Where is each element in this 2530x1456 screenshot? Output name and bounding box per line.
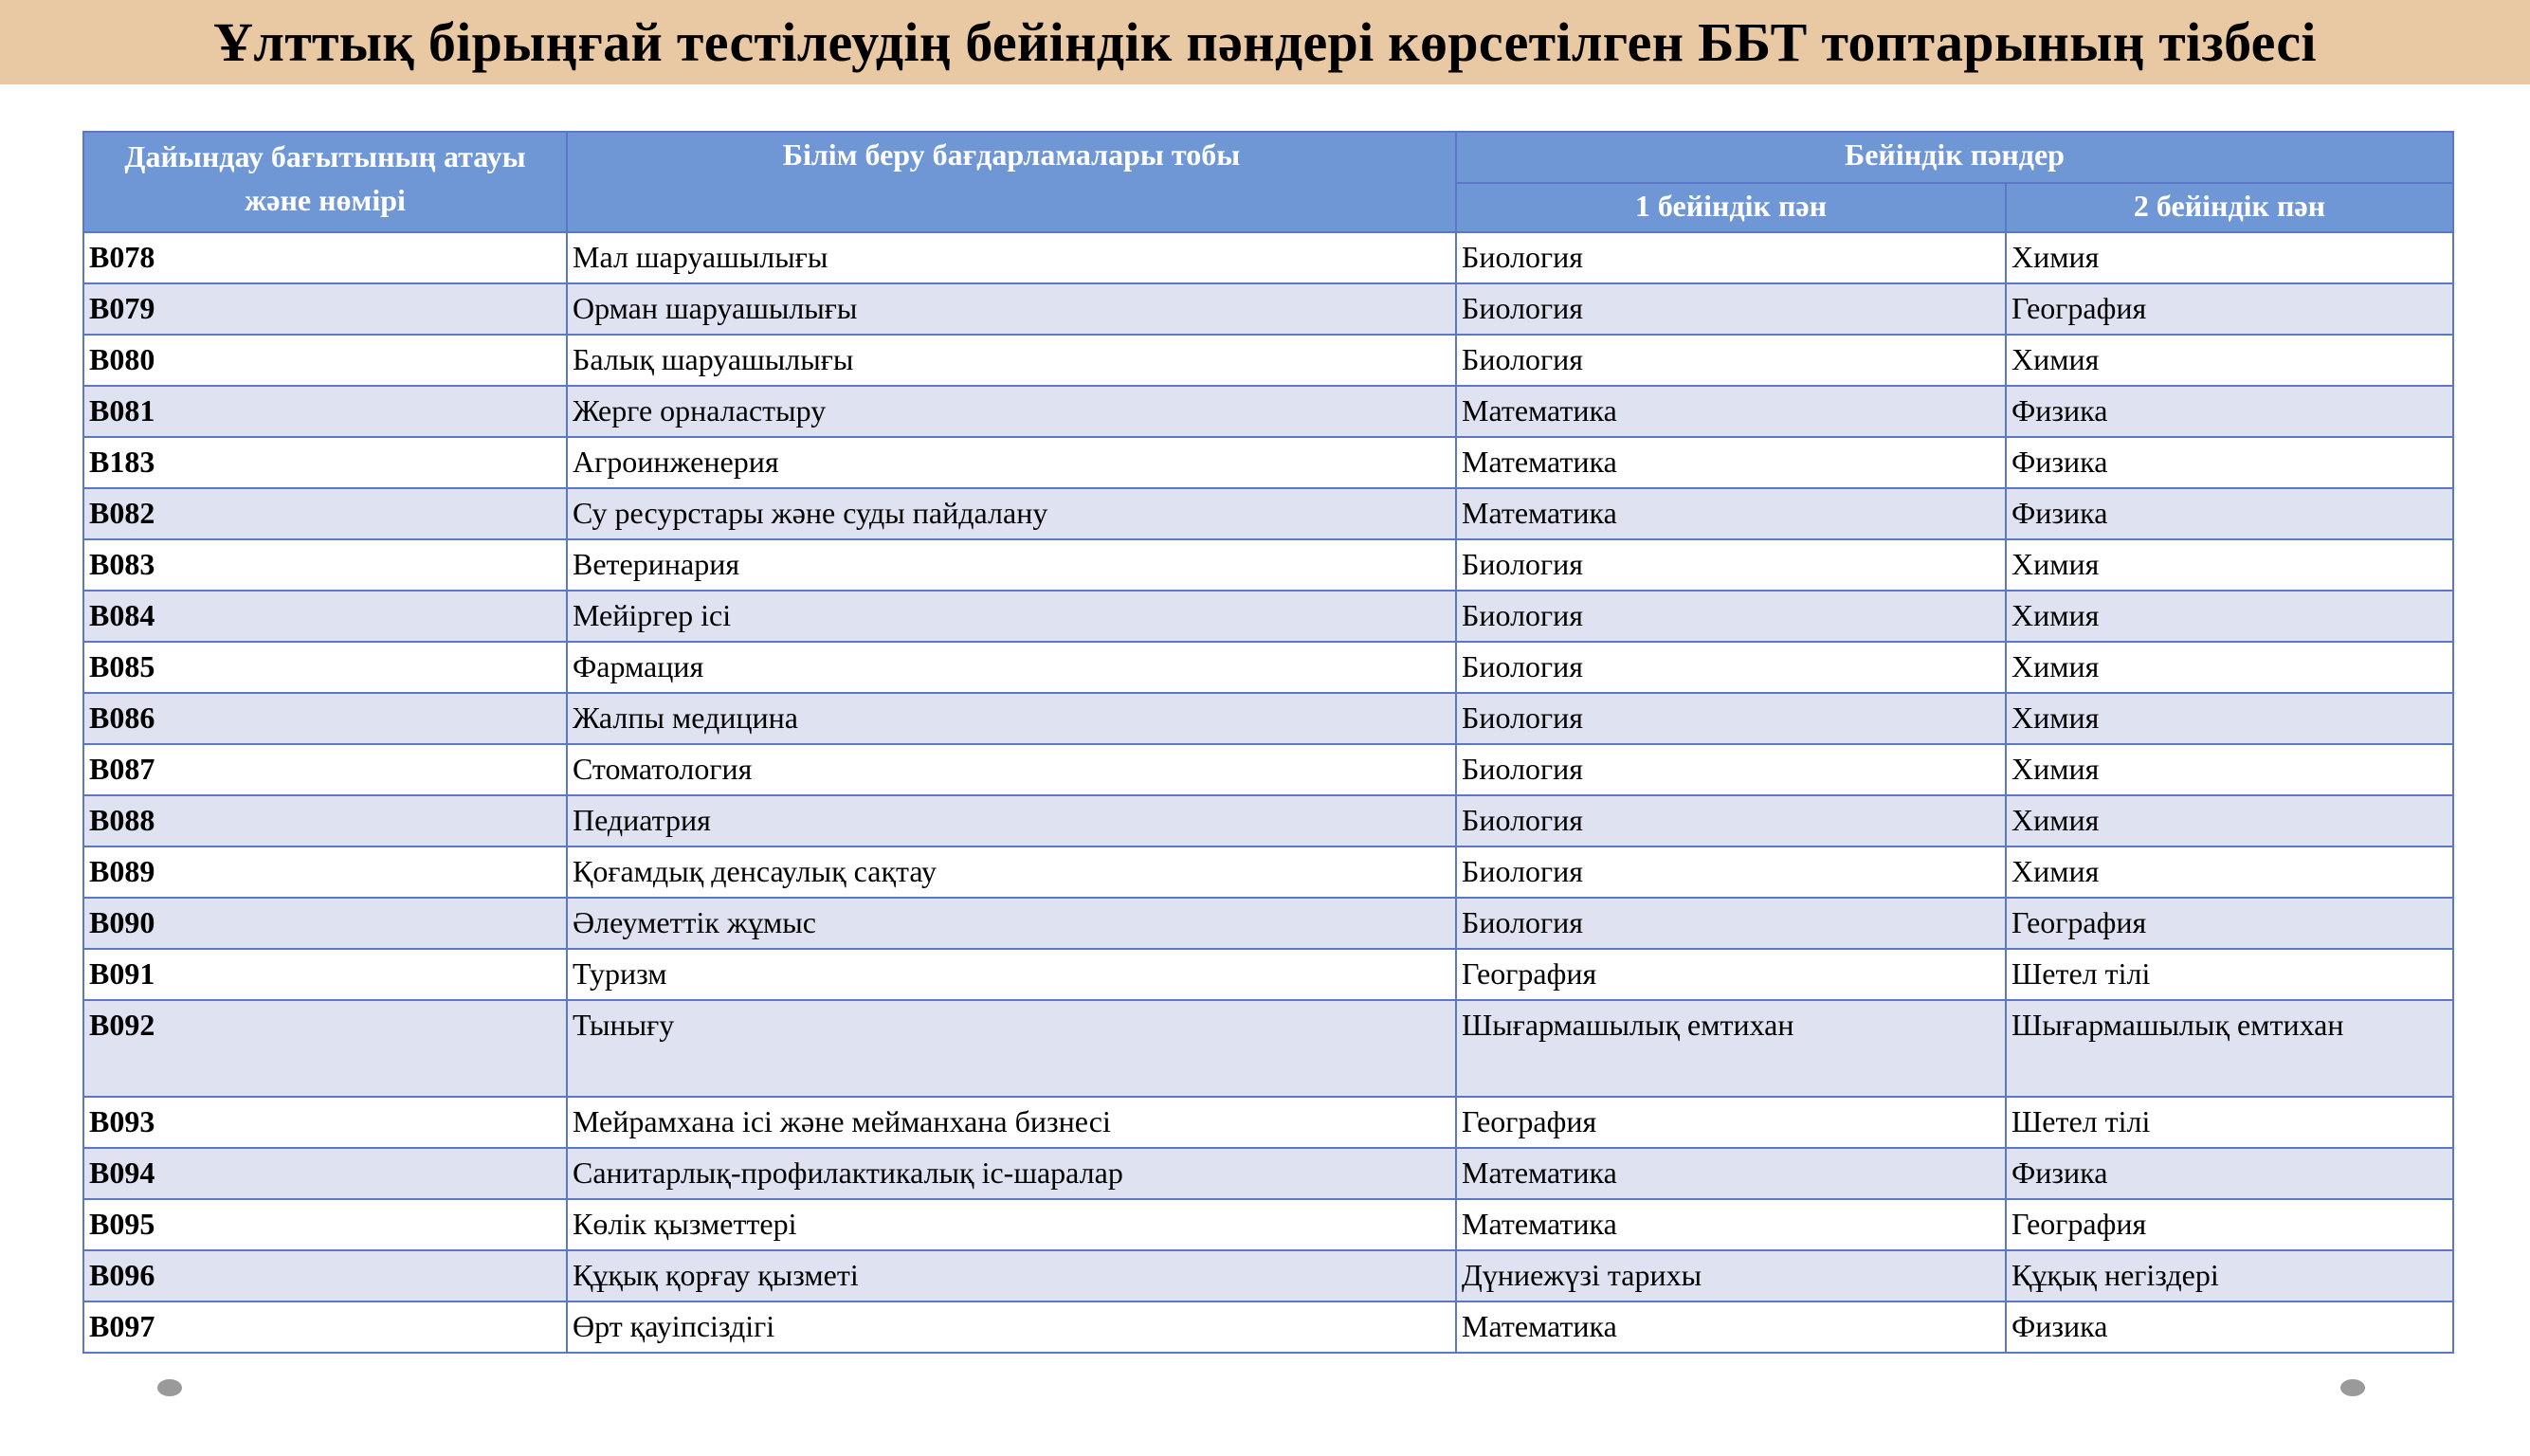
cell-program: Мал шаруашылығы (567, 232, 1456, 283)
cell-subject-2: Химия (2006, 795, 2453, 846)
table-row (83, 1000, 2453, 1097)
table-row (83, 283, 2453, 335)
table-row (83, 591, 2453, 642)
left-dot (157, 1379, 182, 1396)
cell-subject-2: География (2006, 898, 2453, 949)
cell-subject-2: Құқық негіздері (2006, 1250, 2453, 1301)
cell-code: B082 (83, 488, 567, 539)
cell-subject-1: Математика (1456, 386, 2006, 437)
cell-subject-2: Химия (2006, 744, 2453, 795)
cell-subject-2: Физика (2006, 488, 2453, 539)
cell-program: Орман шаруашылығы (567, 283, 1456, 335)
cell-program: Санитарлық-профилактикалық іс-шаралар (567, 1148, 1456, 1199)
table-row (83, 795, 2453, 846)
cell-program: Су ресурстары және суды пайдалану (567, 488, 1456, 539)
title-bar (0, 0, 2530, 84)
cell-subject-2: Физика (2006, 1148, 2453, 1199)
cell-code: B094 (83, 1148, 567, 1199)
cell-subject-1: Биология (1456, 283, 2006, 335)
cell-program: Балық шаруашылығы (567, 335, 1456, 386)
cell-program: Педиатрия (567, 795, 1456, 846)
header-profile-subjects: Бейіндік пәндер (1456, 132, 2453, 183)
cell-subject-2: Химия (2006, 591, 2453, 642)
cell-code: B092 (83, 1000, 567, 1097)
table-row (83, 898, 2453, 949)
cell-code: B079 (83, 283, 567, 335)
cell-code: B091 (83, 949, 567, 1000)
cell-subject-1: Математика (1456, 1148, 2006, 1199)
cell-program: Агроинженерия (567, 437, 1456, 488)
cell-subject-1: Биология (1456, 642, 2006, 693)
table-body (83, 232, 2453, 1353)
cell-program: Ветеринария (567, 539, 1456, 591)
header-subject-1: 1 бейіндік пән (1456, 183, 2006, 232)
cell-code: B080 (83, 335, 567, 386)
cell-subject-1: Биология (1456, 539, 2006, 591)
cell-subject-2: География (2006, 1199, 2453, 1250)
cell-subject-1: Математика (1456, 1301, 2006, 1353)
cell-subject-1: Дүниежүзі тарихы (1456, 1250, 2006, 1301)
cell-code: B088 (83, 795, 567, 846)
header-direction: Дайындау бағытының атауы және нөмірі (83, 132, 567, 232)
table-row (83, 642, 2453, 693)
cell-program: Мейрамхана ісі және мейманхана бизнесі (567, 1097, 1456, 1148)
cell-subject-2: Химия (2006, 693, 2453, 744)
cell-subject-2: Физика (2006, 1301, 2453, 1353)
cell-subject-1: Биология (1456, 744, 2006, 795)
cell-code: B083 (83, 539, 567, 591)
table-row (83, 539, 2453, 591)
table-row (83, 1301, 2453, 1353)
subjects-table (82, 131, 2454, 1354)
cell-subject-2: Шетел тілі (2006, 949, 2453, 1000)
cell-code: B095 (83, 1199, 567, 1250)
cell-subject-1: Шығармашылық емтихан (1456, 1000, 2006, 1097)
cell-program: Құқық қорғау қызметі (567, 1250, 1456, 1301)
cell-code: B081 (83, 386, 567, 437)
cell-subject-2: Химия (2006, 335, 2453, 386)
table-row (83, 1250, 2453, 1301)
cell-program: Мейіргер ісі (567, 591, 1456, 642)
cell-subject-2: Химия (2006, 642, 2453, 693)
cell-code: B090 (83, 898, 567, 949)
cell-subject-2: География (2006, 283, 2453, 335)
cell-program: Әлеуметтік жұмыс (567, 898, 1456, 949)
cell-program: Стоматология (567, 744, 1456, 795)
cell-program: Жерге орналастыру (567, 386, 1456, 437)
cell-program: Фармация (567, 642, 1456, 693)
table-row (83, 386, 2453, 437)
cell-program: Көлік қызметтері (567, 1199, 1456, 1250)
cell-subject-1: Биология (1456, 335, 2006, 386)
cell-program: Өрт қауіпсіздігі (567, 1301, 1456, 1353)
cell-subject-2: Физика (2006, 386, 2453, 437)
table-row (83, 232, 2453, 283)
cell-subject-1: Математика (1456, 437, 2006, 488)
page-title: Ұлттық бірыңғай тестілеудің бейіндік пәндері көрсетілген ББТ топтарының тізбесі (213, 11, 2317, 73)
cell-subject-1: Биология (1456, 693, 2006, 744)
table-row (83, 335, 2453, 386)
cell-code: B078 (83, 232, 567, 283)
right-dot (2340, 1379, 2365, 1396)
cell-subject-1: Математика (1456, 488, 2006, 539)
cell-subject-2: Химия (2006, 846, 2453, 898)
cell-subject-2: Шығармашылық емтихан (2006, 1000, 2453, 1097)
cell-subject-1: Биология (1456, 232, 2006, 283)
cell-code: B084 (83, 591, 567, 642)
cell-subject-1: Биология (1456, 591, 2006, 642)
cell-code: B087 (83, 744, 567, 795)
cell-code: B183 (83, 437, 567, 488)
table-row (83, 1148, 2453, 1199)
cell-subject-2: Шетел тілі (2006, 1097, 2453, 1148)
table-row (83, 744, 2453, 795)
cell-program: Тынығу (567, 1000, 1456, 1097)
cell-subject-2: Химия (2006, 232, 2453, 283)
table-row (83, 488, 2453, 539)
cell-subject-1: География (1456, 1097, 2006, 1148)
header-program-group: Білім беру бағдарламалары тобы (567, 132, 1456, 232)
cell-subject-1: География (1456, 949, 2006, 1000)
cell-subject-2: Физика (2006, 437, 2453, 488)
header-subject-2: 2 бейіндік пән (2006, 183, 2453, 232)
table-row (83, 693, 2453, 744)
cell-code: B096 (83, 1250, 567, 1301)
cell-code: B089 (83, 846, 567, 898)
table-row (83, 437, 2453, 488)
cell-subject-1: Математика (1456, 1199, 2006, 1250)
cell-code: B093 (83, 1097, 567, 1148)
table-row (83, 1199, 2453, 1250)
cell-program: Қоғамдық денсаулық сақтау (567, 846, 1456, 898)
table-row (83, 949, 2453, 1000)
cell-code: B085 (83, 642, 567, 693)
cell-subject-1: Биология (1456, 795, 2006, 846)
cell-code: B097 (83, 1301, 567, 1353)
cell-subject-2: Химия (2006, 539, 2453, 591)
cell-subject-1: Биология (1456, 898, 2006, 949)
cell-code: B086 (83, 693, 567, 744)
table-row (83, 1097, 2453, 1148)
table-row (83, 846, 2453, 898)
cell-subject-1: Биология (1456, 846, 2006, 898)
cell-program: Туризм (567, 949, 1456, 1000)
cell-program: Жалпы медицина (567, 693, 1456, 744)
